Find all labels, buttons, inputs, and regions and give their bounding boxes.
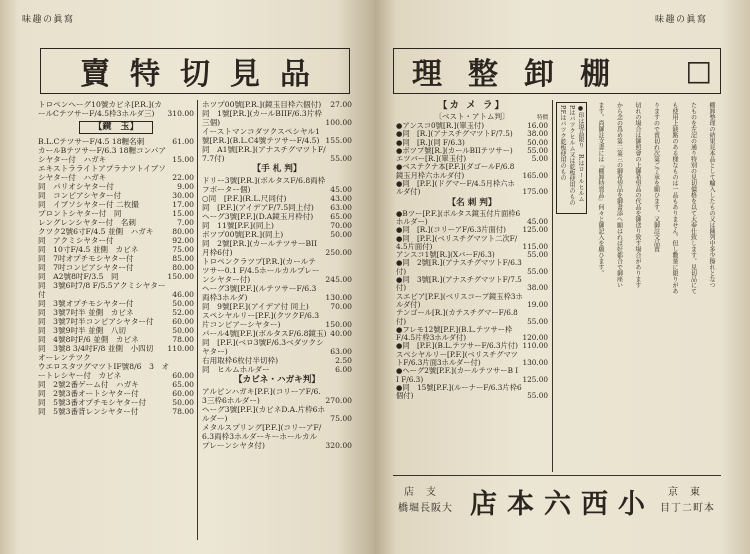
item-name: 同 2號[P.R.](カールテツサーBII月枠6付) bbox=[202, 239, 318, 257]
item-name: ○同 [P.F.](R.L.尺同付) bbox=[202, 194, 287, 203]
list-item bbox=[396, 367, 548, 384]
legend-text: ●印は現品限り R.はロールヒルム P.はパツクヒルム又は乾板使用のもの P.F.はパツク乾板使用のもの bbox=[559, 105, 584, 212]
item-name: 同 2號2番ゲーム付 ハガキ bbox=[38, 380, 139, 389]
item-price: 55.00 bbox=[527, 145, 548, 155]
page-title: 理整卸棚 bbox=[412, 57, 636, 92]
item-name: ●同 [R.](コリーアF/6.3片面付) bbox=[396, 225, 506, 235]
list-item bbox=[396, 210, 548, 227]
item-price: 38.00 bbox=[527, 129, 548, 139]
footer-rule bbox=[393, 475, 721, 476]
item-price: 245.00 bbox=[325, 275, 352, 284]
item-name: オーレンテツク bbox=[38, 353, 91, 362]
item-name: ●ヘーグ2號[P.F.](カールテツサーB II F/6.3) bbox=[396, 366, 519, 384]
item-name: ●同 [P.F.](B.L.テツサーF/6.3片付) bbox=[396, 341, 519, 351]
list-item bbox=[38, 254, 194, 263]
list-item bbox=[202, 109, 352, 127]
item-name: 同 11號[P.F.](同上) bbox=[202, 221, 274, 230]
item-name: トロペンヘーグ10號カビネ[P.R.](カールCテツサーF/4.5枠3ホルダ三) bbox=[38, 100, 162, 118]
item-price: 175.00 bbox=[522, 187, 548, 197]
item-price: 80.00 bbox=[172, 263, 194, 272]
list-item bbox=[38, 353, 194, 362]
title-box bbox=[40, 48, 350, 94]
section-heading: 【鏡 玉】 bbox=[79, 121, 153, 134]
list-item bbox=[38, 407, 194, 416]
list-item bbox=[202, 127, 352, 145]
lens-list bbox=[38, 137, 194, 416]
item-name: 同 A2號8吋F/3.5 同 bbox=[38, 272, 119, 281]
list-item bbox=[38, 137, 194, 146]
item-name: ●ベステクナ本[P.F.](ダゴールF/6.8鏡玉月枠六ホルダ付) bbox=[396, 162, 515, 180]
notice-text bbox=[590, 102, 720, 306]
item-name: 同 3號7吋半コンピアシヤター付 bbox=[38, 317, 154, 326]
item-price: 110.00 bbox=[167, 344, 194, 353]
item-price: 50.00 bbox=[172, 299, 194, 308]
list-item bbox=[202, 176, 352, 194]
item-price: 85.00 bbox=[172, 254, 194, 263]
list-item bbox=[38, 281, 194, 299]
list-item bbox=[202, 387, 352, 405]
list-item bbox=[202, 212, 352, 221]
item-price: 92.00 bbox=[172, 236, 194, 245]
item-name: 同 5號3番オプチモシヤター付 bbox=[38, 398, 147, 407]
notice-column: ます。尚御註文書には『棚卸特賣品』何々と御記入を願ひます。 bbox=[597, 102, 604, 276]
list-item bbox=[202, 338, 352, 356]
list-item bbox=[38, 218, 194, 227]
list-item bbox=[396, 351, 548, 368]
item-name: 同 [P.F.](ベロ3號F/6.3ベダツクシヤター) bbox=[202, 338, 324, 356]
section-heading: 【カ メ ラ】 bbox=[437, 100, 507, 111]
item-name: エキストラライトアプラナツトイブソシヤター付 ハガキ bbox=[38, 164, 166, 182]
item-name: 同 2號3番オートシヤター付 bbox=[38, 389, 139, 398]
item-price: 45.00 bbox=[527, 216, 548, 226]
item-name: 同 7吋コンピアシヤター付 bbox=[38, 263, 134, 272]
item-price: 63.00 bbox=[330, 203, 352, 212]
item-price: 50.00 bbox=[330, 230, 352, 239]
list-item bbox=[38, 299, 194, 308]
item-name: 右用取枠6枚付半切枠) bbox=[202, 356, 279, 365]
item-name: 同 イブソシヤター付 二枚撮 bbox=[38, 200, 139, 209]
item-name: 同 9號[P.F.](アイデア付 同上) bbox=[202, 302, 309, 311]
item-name: カールBテツサーF/6.3 18糎コンパアシヤター付 ハガキ bbox=[38, 146, 166, 164]
item-name: レングレンシヤター付 名刺 bbox=[38, 218, 136, 227]
item-price: 22.00 bbox=[172, 173, 194, 182]
list-item bbox=[38, 146, 194, 164]
list-item bbox=[396, 309, 548, 326]
item-name: 同 パリオシヤター付 bbox=[38, 182, 114, 191]
running-head: 味趣の眞寫 bbox=[655, 15, 708, 25]
item-name: ホツプ00號[P.R.](鏡玉目枠六個付) bbox=[202, 100, 322, 109]
item-price: 310.00 bbox=[167, 109, 194, 118]
item-price: 78.00 bbox=[172, 335, 194, 344]
notice-column: たものを左記の通り特別の見切價格を以て大奉仕致します。見切品にて bbox=[689, 102, 697, 294]
list-item bbox=[396, 384, 548, 401]
square-mark-icon: □ bbox=[685, 54, 712, 87]
list-item bbox=[38, 236, 194, 245]
item-name: 同 A1號[P.R.](アナスチグマツトF/7.7付) bbox=[202, 145, 326, 163]
list-item bbox=[396, 163, 548, 180]
item-price: 55.00 bbox=[527, 250, 548, 260]
item-name: アンスコ1號[R.](XバーF/6.3) bbox=[396, 250, 495, 260]
price-label: 特價 bbox=[536, 115, 548, 121]
item-price: 270.00 bbox=[325, 396, 352, 405]
lens-column bbox=[38, 100, 194, 540]
item-name: ドリー3號[P.R.](ボルタスF/6.8両枠フボーター個) bbox=[202, 176, 326, 194]
list-item bbox=[202, 329, 352, 338]
list-item bbox=[202, 356, 352, 365]
list-item bbox=[38, 326, 194, 335]
item-name: ●同 15號[P.F.](ルーナーF/6.3片枠6個付) bbox=[396, 382, 522, 401]
item-price: 155.00 bbox=[325, 136, 352, 145]
item-price: 150.00 bbox=[167, 272, 194, 281]
item-name: エツバー[R.](單玉付) bbox=[396, 154, 467, 164]
item-price: 250.00 bbox=[325, 248, 352, 257]
notice-column: も使用上缺點のある様なものは一品もありません。但し數量に限りがあ bbox=[671, 102, 678, 294]
item-price: 7.00 bbox=[177, 218, 194, 227]
item-price: 320.00 bbox=[325, 441, 352, 450]
right-page bbox=[374, 0, 750, 554]
section-heading: 【名 刺 判】 bbox=[447, 197, 497, 208]
list-item bbox=[396, 235, 548, 252]
item-name: 同 アクミシヤター付 bbox=[38, 236, 114, 245]
list-item bbox=[202, 239, 352, 257]
item-price: 65.00 bbox=[172, 380, 194, 389]
list-item bbox=[396, 259, 548, 276]
item-price: 43.00 bbox=[330, 194, 352, 203]
list-item bbox=[38, 335, 194, 344]
item-price: 55.00 bbox=[527, 391, 548, 401]
item-price: 6.00 bbox=[335, 365, 352, 374]
list-item bbox=[396, 293, 548, 310]
item-name: パール4號[P.F.](ボルタスF/6.8鏡玉) bbox=[202, 329, 327, 338]
item-price: 70.00 bbox=[330, 302, 352, 311]
item-price: 165.00 bbox=[522, 170, 548, 180]
item-price: 150.00 bbox=[325, 320, 352, 329]
list-item bbox=[202, 221, 352, 230]
item-price: 130.00 bbox=[325, 293, 352, 302]
list-item bbox=[38, 389, 194, 398]
item-price: 38.00 bbox=[527, 283, 548, 293]
item-name: アルピンハガキ[P.F.](コリーアF/6.3三枠6ホルダー) bbox=[202, 387, 321, 405]
item-name: 同 3號7吋半 並側 カビネ bbox=[38, 308, 134, 317]
list-item bbox=[202, 100, 352, 109]
item-price: 125.00 bbox=[522, 225, 548, 235]
list-item bbox=[38, 200, 194, 209]
item-price: 130.00 bbox=[522, 358, 548, 368]
item-price: 60.00 bbox=[172, 389, 194, 398]
list-item bbox=[202, 203, 352, 212]
item-price: 50.00 bbox=[527, 137, 548, 147]
item-price: 40.00 bbox=[330, 329, 352, 338]
item-price: 19.00 bbox=[527, 299, 548, 309]
item-price: 50.00 bbox=[172, 326, 194, 335]
item-name: プロントシヤター付 同 bbox=[38, 209, 122, 218]
item-price: 45.00 bbox=[330, 185, 352, 194]
column-divider bbox=[197, 100, 198, 540]
item-name: テンゴール[R.](カテスチグマーF/6.8付) bbox=[396, 308, 518, 326]
list-item bbox=[38, 308, 194, 317]
item-name: スエピア[P.F.](ベリスコープ鏡玉枠3ホルダ付) bbox=[396, 291, 523, 309]
item-name: ●同 2號[R.](アナスチグマツトF/6.3付) bbox=[396, 258, 522, 276]
list-item bbox=[38, 100, 194, 118]
item-name: ●同 [P.F.](ベリスチグマツト二次F/4.5片面付) bbox=[396, 233, 518, 251]
item-name: クツク2號6寸F/4.5 並側 ハガキ bbox=[38, 227, 154, 236]
item-price: 9.00 bbox=[177, 182, 194, 191]
list-item bbox=[202, 423, 352, 450]
list-item bbox=[38, 344, 194, 353]
item-name: ●Bツー[P.F.](ボルタス鏡玉付片面枠6ホルダー) bbox=[396, 208, 521, 226]
item-price: 60.00 bbox=[172, 317, 194, 326]
item-name: 同 3號6吋7/8 F/5.5アクミシヤター付 bbox=[38, 281, 166, 299]
item-name: 同 3號オプチモシヤター付 bbox=[38, 299, 134, 308]
item-name: ●フレモ12號[P.F.](B.L.テツサー枠F/4.5片枠3ホルダ付) bbox=[396, 324, 513, 343]
camera-list bbox=[396, 122, 548, 401]
item-name: 同 [P.F.](アイデアF/7.5同上付) bbox=[202, 203, 314, 212]
notice-column: から念の爲め第二第三の御希望品を御書添へ願はれば好都合で御座い bbox=[615, 102, 623, 288]
item-price: 55.00 bbox=[527, 266, 548, 276]
item-price: 125.00 bbox=[522, 374, 548, 384]
list-item bbox=[38, 398, 194, 407]
item-name: ヘーグ3號[P.F.](ルテツサーF/6.3両枠3ホルダ) bbox=[202, 284, 317, 302]
item-name: トロペンクラツプ[P.R.](カールテツサー0.1 F/4.5ホールカルプレーンシヤター付) bbox=[202, 257, 320, 284]
list-item bbox=[396, 276, 548, 293]
item-name: ヘーグ3號[P.F.](カビネD.A.片枠6ホルダー) bbox=[202, 405, 326, 423]
notice-column: 棚卸整理の結果見本品として輸入したもの又は陳列中多少擦れとなつ bbox=[708, 102, 715, 288]
title-box bbox=[393, 48, 721, 94]
item-price: 15.00 bbox=[172, 155, 194, 164]
item-price: 75.00 bbox=[330, 414, 352, 423]
item-name: 同 4號8吋F/6 並側 カビネ bbox=[38, 335, 139, 344]
item-name: ●同 [R.](同 F/6.3) bbox=[396, 137, 465, 147]
item-price: 65.00 bbox=[330, 212, 352, 221]
section-heading: 【カビネ・ハガキ判】 bbox=[234, 375, 320, 385]
item-name: 同 3號9吋半 並側 八切 bbox=[38, 326, 127, 335]
item-name: B.L.CテツサーF/4.5 18糎名刺 bbox=[38, 137, 145, 146]
camera-section bbox=[396, 100, 548, 472]
item-price: 115.00 bbox=[522, 241, 548, 251]
branch-place: 橋堀長阪大 bbox=[398, 503, 453, 514]
item-name: スペシヤルリー[P.F.](ベリスチグマツトF/6.3片面3ホルダー付) bbox=[396, 349, 518, 368]
item-price: 55.00 bbox=[527, 316, 548, 326]
hq-label: 京 東 bbox=[668, 487, 701, 498]
item-name: 同 7吋オプチモシヤター付 bbox=[38, 254, 134, 263]
item-name: メタルスプリング[P.F.](コリーアF/6.3両枠3ホルダーキーホールカルプレーンシヤタ付) bbox=[202, 423, 322, 450]
list-item bbox=[38, 182, 194, 191]
camera-list bbox=[202, 100, 352, 450]
list-item bbox=[38, 362, 194, 380]
list-item bbox=[38, 263, 194, 272]
item-name: ●同 3號[R.](アナスチグマツトF/7.5付) bbox=[396, 275, 522, 293]
item-name: ●アンスコ0號[R.](單玉付) bbox=[396, 121, 485, 130]
column-divider bbox=[552, 100, 553, 472]
list-item bbox=[38, 164, 194, 182]
notice-column: 切れの場合は御照會の上御希望品の代品を御送り致す場合があります bbox=[634, 102, 641, 288]
item-name: 同 5號3番背レンシヤター付 bbox=[38, 407, 139, 416]
left-page bbox=[0, 0, 374, 554]
item-name: ●ボツプ號[R.](カールBIIテツサー) bbox=[396, 145, 513, 155]
item-name: 同 3號8 3/4吋F/8 並側 小四切 bbox=[38, 344, 154, 353]
shop-name: 店本六西小 bbox=[470, 489, 655, 520]
item-price: 100.00 bbox=[325, 118, 352, 127]
item-price: 120.00 bbox=[522, 333, 548, 343]
item-price: 46.00 bbox=[172, 290, 194, 299]
page-title: 賣特切見品 bbox=[80, 57, 330, 92]
item-price: 70.00 bbox=[330, 221, 352, 230]
list-item bbox=[202, 365, 352, 374]
item-price: 80.00 bbox=[172, 227, 194, 236]
item-price: 61.00 bbox=[172, 137, 194, 146]
list-item bbox=[202, 145, 352, 163]
item-price: 110.00 bbox=[522, 341, 548, 351]
list-item bbox=[38, 272, 194, 281]
item-name: スペシヤルリー[P.F.](クツクF/6.3片コンピアーシヤター) bbox=[202, 311, 320, 329]
item-name: 同 10寸F/4.5 並側 カビネ bbox=[38, 245, 139, 254]
list-item bbox=[202, 311, 352, 329]
item-name: ●同 [P.F.](ドグマーF/4.5月枠六ホルダ付) bbox=[396, 179, 515, 197]
item-name: 同 ヒルムホルダー bbox=[202, 365, 270, 374]
notice-column: りますので賣切れ次第ご了承を願ひます。又御註文品賣 bbox=[652, 102, 660, 252]
item-price: 5.00 bbox=[531, 154, 548, 164]
sub-heading-label: 〔ベスト・アトム判〕 bbox=[434, 112, 510, 121]
item-price: 30.00 bbox=[172, 191, 194, 200]
item-name: ウエロスタツグマツトIF號8/6 3 オートレシヤー付 カビネ bbox=[38, 362, 170, 380]
list-item bbox=[38, 380, 194, 389]
item-price: 60.00 bbox=[172, 371, 194, 380]
item-price: 17.00 bbox=[172, 200, 194, 209]
item-price: 63.00 bbox=[330, 347, 352, 356]
list-item bbox=[202, 230, 352, 239]
list-item bbox=[202, 302, 352, 311]
item-price: 75.00 bbox=[172, 245, 194, 254]
running-head: 味趣の眞寫 bbox=[22, 15, 75, 25]
list-item bbox=[202, 257, 352, 284]
item-price: 15.00 bbox=[172, 209, 194, 218]
item-price: 52.00 bbox=[172, 308, 194, 317]
item-price: 16.00 bbox=[527, 121, 548, 130]
list-item bbox=[202, 194, 352, 203]
list-item bbox=[396, 180, 548, 197]
item-name: 同 1號[P.R.](カールBIIF/6.3片枠三個) bbox=[202, 109, 322, 127]
item-name: 同 コンピアシヤター付 bbox=[38, 191, 122, 200]
list-item bbox=[202, 284, 352, 302]
sub-heading bbox=[396, 112, 548, 122]
list-item bbox=[38, 245, 194, 254]
item-price: 2.50 bbox=[335, 356, 352, 365]
legend-note bbox=[556, 102, 587, 214]
item-name: ●同 [R.](アナスチグマツトF/7.5) bbox=[396, 129, 513, 139]
section-heading: 【手 札 判】 bbox=[252, 164, 302, 174]
item-name: ボツプ00號[P.R.](同上) bbox=[202, 230, 284, 239]
item-name: イーストマンコダツクスペシヤル1號[P.R.](B.L.C4號テツサーF/4.5) bbox=[202, 127, 320, 145]
item-price: 78.00 bbox=[172, 407, 194, 416]
list-item bbox=[38, 191, 194, 200]
item-price: 50.00 bbox=[172, 398, 194, 407]
hq-place: 目丁二町本 bbox=[660, 503, 715, 514]
list-item bbox=[38, 227, 194, 236]
item-price: 55.00 bbox=[330, 154, 352, 163]
item-name: ヘーグ3號[P.F.](D.A鏡玉月枠付) bbox=[202, 212, 314, 221]
item-price: 27.00 bbox=[330, 100, 352, 109]
list-item bbox=[38, 209, 194, 218]
branch-label: 店 支 bbox=[404, 487, 437, 498]
camera-column bbox=[202, 100, 352, 540]
list-item bbox=[202, 405, 352, 423]
list-item bbox=[396, 326, 548, 343]
list-item bbox=[38, 317, 194, 326]
